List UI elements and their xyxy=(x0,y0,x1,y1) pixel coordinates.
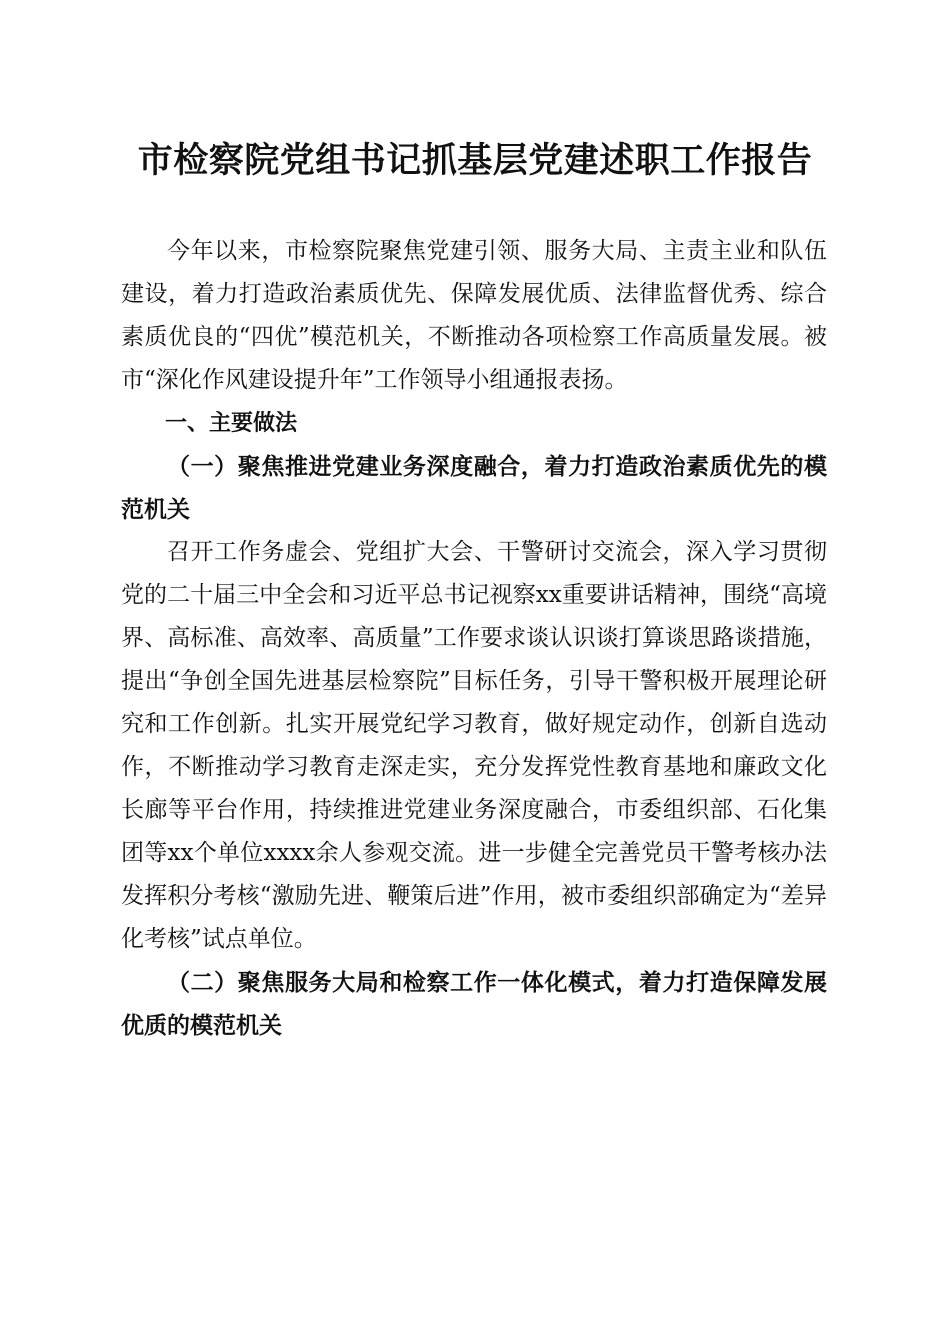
document-title: 市检察院党组书记抓基层党建述职工作报告 xyxy=(137,140,813,181)
subsection-heading-2: （二）聚焦服务大局和检察工作一体化模式，着力打造保障发展优质的模范机关 xyxy=(121,969,827,1039)
document-body xyxy=(121,230,827,1047)
intro-paragraph: 今年以来，市检察院聚焦党建引领、服务大局、主责主业和队伍建设，着力打造政治素质优先、保障发展优质、法律监督优秀、综合素质优良的“四优”模范机关，不断推动各项检察工作高质量发展。被市“深化作风建设提升年”工作领导小组通报表扬。 xyxy=(121,238,827,393)
subsection-heading-1: （一）聚焦推进党建业务深度融合，着力打造政治素质优先的模范机关 xyxy=(121,453,827,523)
section-heading-main-practices: 一、主要做法 xyxy=(165,411,298,436)
subsection-body-1: 召开工作务虚会、党组扩大会、干警研讨交流会，深入学习贯彻党的二十届三中全会和习近平总书记视察xx重要讲话精神，围绕“高境界、高标准、高效率、高质量”工作要求谈认识谈打算谈思路谈措施，提出“争创全国先进基层检察院”目标任务，引导干警积极开展理论研究和工作创新。扎实开展党纪学习教育，做好规定动作，创新自选动作，不断推动学习教育走深走实，充分发挥党性教育基地和廉政文化长廊等平台作用，持续推进党建业务深度融合，市委组织部、石化集团等xx个单位xxxx余人参观交流。进一步健全完善党员干警考核办法发挥积分考核“激励先进、鞭策后进”作用，被市委组织部确定为“差异化考核”试点单位。 xyxy=(121,539,827,952)
